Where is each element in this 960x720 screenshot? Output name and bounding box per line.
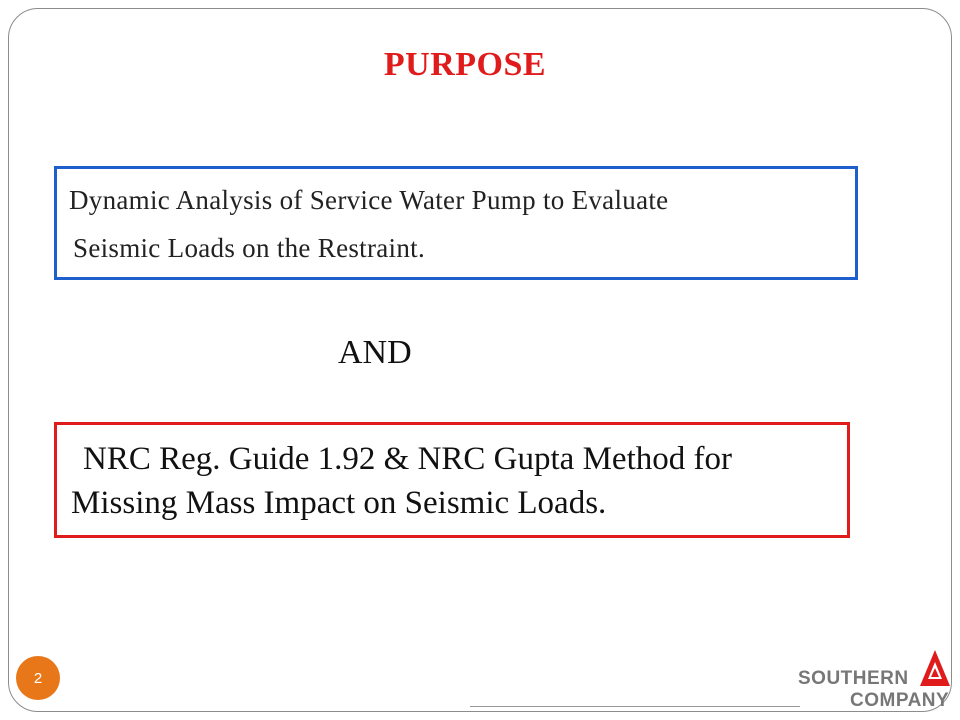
- logo-word-southern: SOUTHERN: [798, 668, 909, 689]
- nrc-text-line-2: Missing Mass Impact on Seismic Loads.: [71, 485, 607, 521]
- page-number-badge: 2: [16, 656, 60, 700]
- purpose-box-nrc-method: [54, 422, 850, 538]
- purpose-text-line-1: Dynamic Analysis of Service Water Pump to Evaluate: [69, 185, 669, 215]
- footer-divider: [470, 706, 800, 707]
- southern-company-logo: [798, 644, 954, 712]
- slide-frame: [8, 8, 952, 712]
- connector-text: AND: [338, 334, 412, 371]
- purpose-text-line-2: Seismic Loads on the Restraint.: [73, 233, 425, 263]
- red-triangle-logo-icon: [918, 648, 952, 688]
- nrc-text-line-1: NRC Reg. Guide 1.92 & NRC Gupta Method for: [83, 441, 732, 477]
- purpose-box-dynamic-analysis: [54, 166, 858, 280]
- slide-title: PURPOSE: [383, 46, 547, 83]
- logo-word-company: COMPANY: [850, 690, 950, 711]
